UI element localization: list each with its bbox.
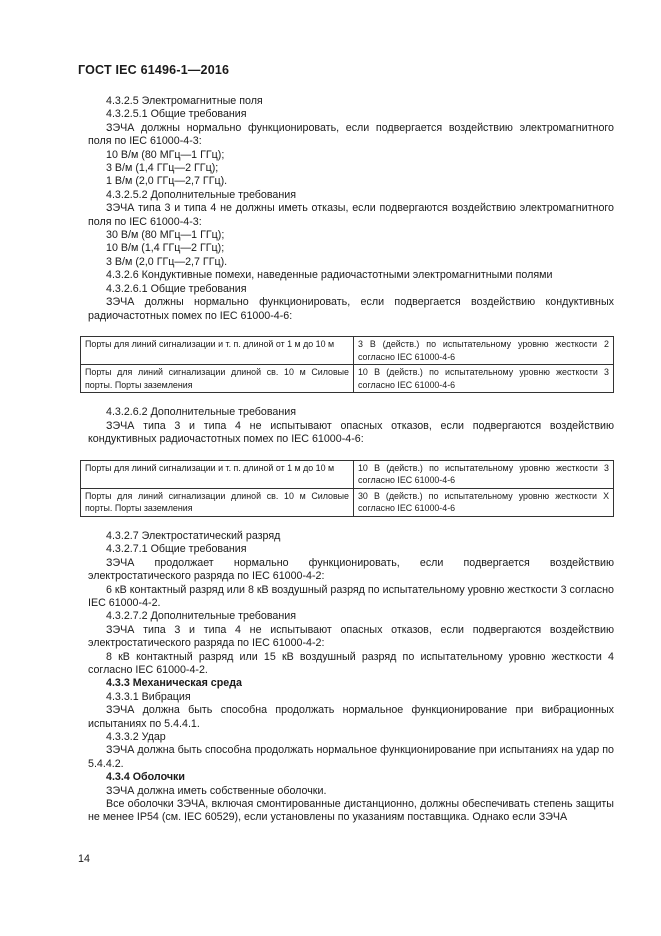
paragraph: 4.3.2.7.2 Дополнительные требования	[106, 610, 297, 623]
table-cell-ports: Порты для линий сигнализации длиной св. 10 м Силовые порты. Порты заземления	[81, 365, 354, 393]
paragraph: ЗЭЧА типа 3 и типа 4 не испытывают опасных отказов, если подвергаются воздействию кондуктивных радиочастотных помех по IEC 61000-4-6:	[88, 419, 614, 446]
paragraph: ЗЭЧА типа 3 и типа 4 не испытывают опасных отказов, если подвергаются воздействию электростатического разряда по IEC 61000-4-2:	[88, 623, 614, 650]
table-row	[81, 488, 614, 516]
document-body	[85, 95, 614, 825]
paragraph: ЗЭЧА должна иметь собственные оболочки.	[106, 784, 327, 797]
paragraph: 10 В/м (80 МГц—1 ГГц);	[106, 148, 225, 161]
paragraph: 4.3.2.5 Электромагнитные поля	[106, 95, 263, 107]
table-cell-level: 30 В (действ.) по испытательному уровню жесткости X согласно IEC 61000-4-6	[354, 488, 614, 516]
table-cell-ports: Порты для линий сигнализации длиной св. 10 м Силовые порты. Порты заземления	[81, 488, 354, 516]
paragraph: 3 В/м (2,0 ГГц—2,7 ГГц).	[106, 255, 228, 268]
paragraph: ЗЭЧА должна быть способна продолжать нормальное функционирование при испытаниях на удар по 5.4.4.2.	[88, 744, 614, 770]
table-row	[81, 460, 614, 488]
paragraph: ЗЭЧА должны нормально функционировать, если подвергается воздействию кондуктивных радиочастотных помех по IEC 61000-4-6:	[88, 296, 614, 322]
paragraph: ЗЭЧА продолжает нормально функционировать, если подвергается воздействию электростатического разряда по IEC 61000-4-2:	[88, 556, 614, 583]
section-heading: 4.3.4 Оболочки	[106, 771, 185, 784]
document-header: ГОСТ IEC 61496-1—2016	[78, 63, 230, 77]
table-row	[81, 336, 614, 364]
paragraph: 4.3.2.7.1 Общие требования	[106, 543, 247, 556]
table-cell-ports: Порты для линий сигнализации и т. п. длиной от 1 м до 10 м	[81, 336, 354, 364]
paragraph: 4.3.2.5.2 Дополнительные требования	[106, 188, 297, 201]
paragraph: 6 кВ контактный разряд или 8 кВ воздушный разряд по испытательному уровню жесткости 3 согласно IEC 61000-4-2.	[88, 583, 614, 609]
paragraph: Все оболочки ЗЭЧА, включая смонтированные дистанционно, должны обеспечивать степень защиты не менее IP54 (см. IEC 60529), если установлены по указаниям поставщика. Однако если ЗЭЧА	[88, 798, 614, 824]
paragraph: 8 кВ контактный разряд или 15 кВ воздушный разряд по испытательному уровню жесткости 4 согласно IEC 61000-4-2.	[88, 650, 614, 676]
paragraph: 4.3.2.5.1 Общие требования	[106, 108, 247, 121]
table-cell-ports: Порты для линий сигнализации и т. п. длиной от 1 м до 10 м	[81, 460, 354, 488]
paragraph: 4.3.2.7 Электростатический разряд	[106, 529, 281, 542]
paragraph: ЗЭЧА должны нормально функционировать, если подвергается воздействию электромагнитного поля по IEC 61000-4-3:	[88, 121, 614, 148]
table-cell-level: 3 В (действ.) по испытательному уровню жесткости 2 согласно IEC 61000-4-6	[354, 336, 614, 364]
paragraph: 4.3.2.6 Кондуктивные помехи, наведенные радиочастотными электромагнитными полями	[106, 269, 553, 282]
paragraph: 4.3.2.6.1 Общие требования	[106, 282, 247, 295]
paragraph: 4.3.3.2 Удар	[106, 730, 166, 743]
table-cell-level: 10 В (действ.) по испытательному уровню жесткости 3 согласно IEC 61000-4-6	[354, 460, 614, 488]
requirements-table	[80, 336, 614, 393]
section-heading: 4.3.3 Механическая среда	[106, 677, 242, 690]
paragraph: 1 В/м (2,0 ГГц—2,7 ГГц).	[106, 175, 228, 188]
paragraph: 3 В/м (1,4 ГГц—2 ГГц);	[106, 162, 219, 175]
table-cell-level: 10 В (действ.) по испытательному уровню жесткости 3 согласно IEC 61000-4-6	[354, 365, 614, 393]
requirements-table	[80, 460, 614, 517]
paragraph: ЗЭЧА должна быть способна продолжать нормальное функционирование при вибрационных испытаниях по 5.4.4.1.	[88, 704, 614, 730]
paragraph: 4.3.3.1 Вибрация	[106, 690, 191, 703]
page-number: 14	[78, 853, 90, 865]
paragraph: 4.3.2.6.2 Дополнительные требования	[106, 406, 297, 419]
paragraph: 10 В/м (1,4 ГГц—2 ГГц);	[106, 242, 225, 255]
table-row	[81, 365, 614, 393]
paragraph: ЗЭЧА типа 3 и типа 4 не должны иметь отказы, если подвергаются воздействию электромагнитного поля по IEC 61000-4-3:	[88, 202, 614, 228]
paragraph: 30 В/м (80 МГц—1 ГГц);	[106, 229, 225, 242]
